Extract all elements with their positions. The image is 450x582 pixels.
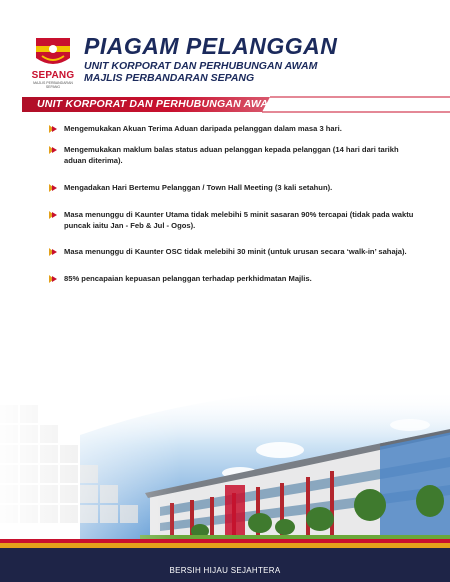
arrow-bullet-icon <box>48 145 58 155</box>
logo-subtext: MAJLIS PERBANDARAN SEPANG <box>33 81 73 89</box>
page-title: PIAGAM PELANGGAN <box>84 33 338 59</box>
list-item <box>48 209 420 231</box>
list-item <box>48 144 420 166</box>
list-item-text: Masa menunggu di Kaunter OSC tidak melebihi 30 minit (untuk urusan secara ‘walk-in’ sahaja). <box>64 247 407 256</box>
list-item-text: Masa menunggu di Kaunter Utama tidak melebihi 5 minit sasaran 90% tercapai (tidak pada waktu puncak iaitu Jan - Feb & Jul - Ogos). <box>64 210 414 230</box>
subtitle-line-2: MAJLIS PERBANDARAN SEPANG <box>84 72 255 84</box>
list-item <box>48 273 420 284</box>
arrow-bullet-icon <box>48 274 58 284</box>
charter-list <box>48 123 420 284</box>
list-item-text: 85% pencapaian kepuasan pelanggan terhadap perkhidmatan Majlis. <box>64 274 312 283</box>
footer-tagline: BERSIH HIJAU SEJAHTERA <box>169 566 281 575</box>
arrow-bullet-icon <box>48 247 58 257</box>
list-item-text: Mengadakan Hari Bertemu Pelanggan / Town Hall Meeting (3 kali setahun). <box>64 183 333 192</box>
arrow-bullet-icon <box>48 124 58 134</box>
list-item <box>48 182 420 193</box>
section-label: UNIT KORPORAT DAN PERHUBUNGAN AWAM <box>37 98 278 110</box>
page-subtitle <box>84 60 317 84</box>
list-item <box>48 123 420 134</box>
logo-text: SEPANG <box>31 70 75 81</box>
list-item-text: Mengemukakan maklum balas status aduan pelanggan kepada pelanggan (14 hari dari tarikh aduan diterima). <box>64 145 399 165</box>
footer-band <box>0 548 450 582</box>
subtitle-line-1: UNIT KORPORAT DAN PERHUBUNGAN AWAM <box>84 60 318 72</box>
arrow-bullet-icon <box>48 210 58 220</box>
arrow-bullet-icon <box>48 183 58 193</box>
list-item-text: Mengemukakan Akuan Terima Aduan daripada pelanggan dalam masa 3 hari. <box>64 124 342 133</box>
list-item <box>48 246 420 257</box>
